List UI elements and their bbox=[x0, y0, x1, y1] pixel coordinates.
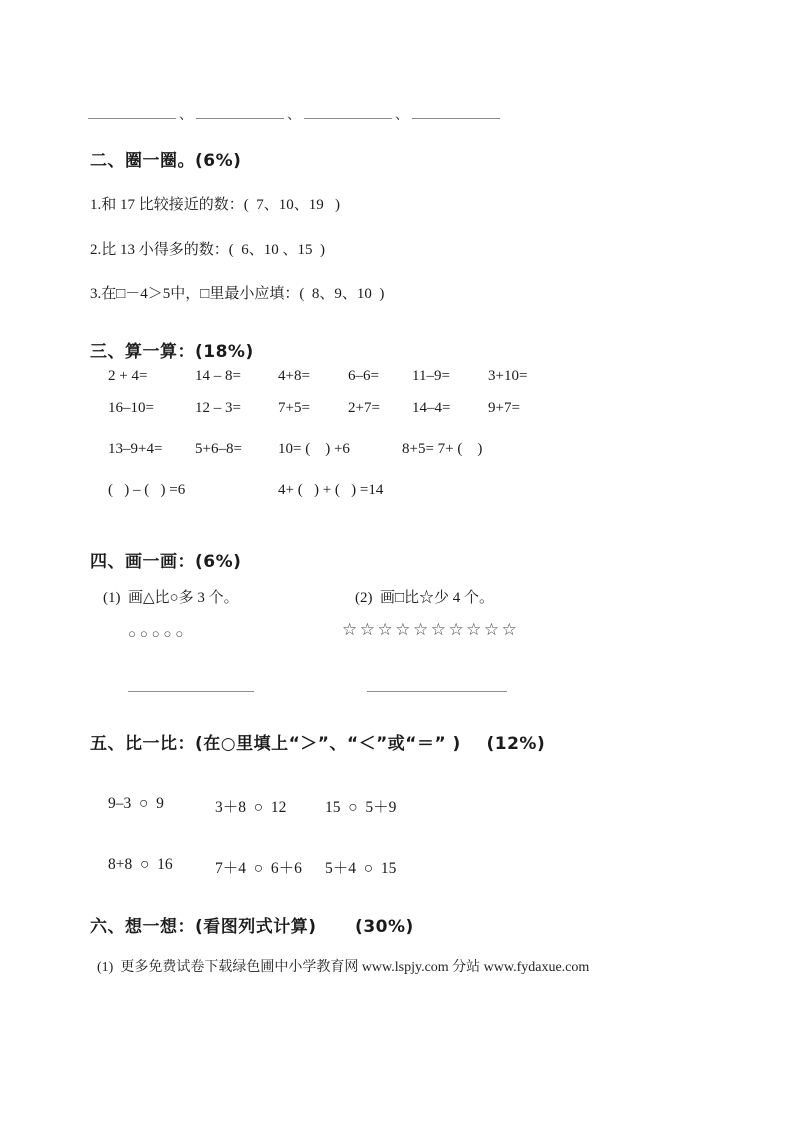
blank-line-2 bbox=[196, 104, 284, 119]
answer-blank-1 bbox=[128, 677, 254, 692]
calc-row-2 bbox=[108, 400, 520, 417]
compare-problem: 7＋4 ○ 6＋6 bbox=[215, 860, 302, 877]
calc-problem: 14 – 8= bbox=[195, 368, 241, 384]
calc-problem: 14–4= bbox=[412, 400, 451, 416]
section2-item-2: 2.比 13 小得多的数：( 6、10 、15 ) bbox=[90, 242, 325, 258]
calc-problem: 3+10= bbox=[488, 368, 528, 384]
calc-row-4 bbox=[108, 482, 383, 499]
compare-problem: 3＋8 ○ 12 bbox=[215, 799, 287, 816]
blank-line-4 bbox=[412, 104, 500, 119]
compare-problem: 8+8 ○ 16 bbox=[108, 856, 173, 873]
section5-heading: 五、比一比：(在○里填上“＞”、“＜”或“＝” ) (12%) bbox=[90, 734, 546, 754]
calc-row-3 bbox=[108, 441, 482, 458]
draw-prompt-1: (1) 画△比○多 3 个。 bbox=[103, 590, 239, 606]
section3-heading: 三、算一算：(18%) bbox=[90, 342, 254, 362]
enumeration-comma: 、 bbox=[395, 108, 409, 123]
enumeration-comma: 、 bbox=[287, 108, 301, 123]
fill-in-blanks-row bbox=[88, 104, 500, 124]
calc-problem: 6–6= bbox=[348, 368, 379, 384]
calc-problem: 2+7= bbox=[348, 400, 380, 416]
calc-problem: 5+6–8= bbox=[195, 441, 242, 457]
calc-problem: 9+7= bbox=[488, 400, 520, 416]
calc-problem: 8+5= 7+ ( ) bbox=[402, 441, 483, 457]
compare-row-2 bbox=[108, 856, 396, 878]
answer-blank-2 bbox=[367, 677, 507, 692]
calc-problem: 16–10= bbox=[108, 400, 154, 416]
calc-problem: 4+ ( ) + ( ) =14 bbox=[278, 482, 384, 498]
compare-problem: 9–3 ○ 9 bbox=[108, 795, 164, 812]
stars-row: ☆☆☆☆☆☆☆☆☆☆ bbox=[342, 620, 520, 639]
calc-problem: 13–9+4= bbox=[108, 441, 163, 457]
section4-heading: 四、画一画：(6%) bbox=[90, 552, 242, 572]
section6-item-1-footer: (1) 更多免费试卷下载绿色圃中小学教育网 www.lspjy.com 分站 www.fydaxue.com bbox=[97, 960, 590, 975]
blank-line-1 bbox=[88, 104, 176, 119]
section2-item-3: 3.在□－4＞5中，□里最小应填：( 8、9、10 ) bbox=[90, 286, 385, 302]
section2-heading: 二、圈一圈。(6%) bbox=[90, 151, 242, 171]
calc-row-1 bbox=[108, 368, 527, 385]
calc-problem: ( ) – ( ) =6 bbox=[108, 482, 186, 498]
section2-item-1: 1.和 17 比较接近的数：( 7、10、19 ) bbox=[90, 197, 340, 213]
calc-problem: 11–9= bbox=[412, 368, 450, 384]
compare-problem: 15 ○ 5＋9 bbox=[325, 799, 397, 816]
draw-prompt-2: (2) 画□比☆少 4 个。 bbox=[355, 590, 495, 606]
section6-heading: 六、想一想：(看图列式计算) (30%) bbox=[90, 917, 414, 937]
compare-row-1 bbox=[108, 795, 396, 817]
enumeration-comma: 、 bbox=[179, 108, 193, 123]
circles-row: ○○○○○ bbox=[128, 626, 188, 641]
calc-problem: 10= ( ) +6 bbox=[278, 441, 350, 457]
calc-problem: 4+8= bbox=[278, 368, 310, 384]
blank-line-3 bbox=[304, 104, 392, 119]
calc-problem: 2 + 4= bbox=[108, 368, 148, 384]
calc-problem: 7+5= bbox=[278, 400, 310, 416]
compare-problem: 5＋4 ○ 15 bbox=[325, 860, 397, 877]
calc-problem: 12 – 3= bbox=[195, 400, 241, 416]
